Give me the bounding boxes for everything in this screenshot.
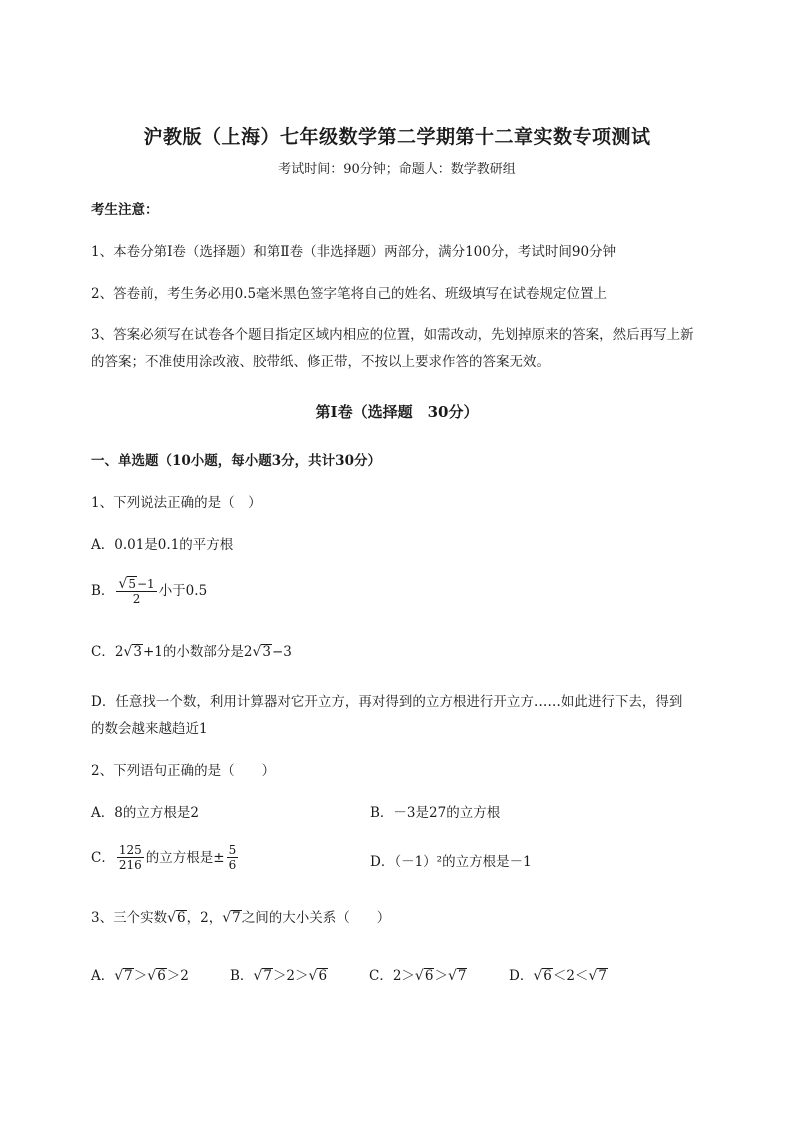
question-1-option-a: A．0.01是0.1的平方根 bbox=[91, 537, 234, 553]
sqrt-symbol: √7 bbox=[222, 910, 241, 926]
question-2-option-c bbox=[91, 843, 240, 872]
fraction-numerator: 125 bbox=[118, 843, 142, 857]
sqrt-symbol: √7 bbox=[114, 968, 133, 984]
question-3-stem bbox=[91, 908, 390, 928]
question-1-option-d: D．任意找一个数，利用计算器对它开立方，再对得到的立方根进行开立方……如此进行下去，得到 bbox=[91, 694, 683, 710]
section-title: 第I卷（选择题 30分） bbox=[315, 403, 479, 421]
question-2-option-a: A．8的立方根是2 bbox=[91, 805, 199, 821]
notice-heading: 考生注意： bbox=[91, 202, 159, 218]
sqrt-symbol: √6 bbox=[308, 968, 328, 984]
radicand: 6 bbox=[424, 968, 434, 984]
radicand: 7 bbox=[598, 968, 607, 984]
radicand: 6 bbox=[318, 968, 328, 984]
question-2-option-b: B．－3是27的立方根 bbox=[370, 805, 501, 821]
sqrt-symbol: √3 bbox=[123, 644, 142, 660]
fraction-denominator: 6 bbox=[228, 858, 237, 872]
sqrt-symbol: √7 bbox=[447, 968, 467, 984]
fraction-numerator: 5 bbox=[228, 843, 237, 857]
notice-item-3-cont: 的答案；不准使用涂改液、胶带纸、修正带，不按以上要求作答的答案无效。 bbox=[91, 354, 550, 370]
page-title: 沪教版（上海）七年级数学第二学期第十二章实数专项测试 bbox=[143, 126, 651, 148]
notice-item-1: 1、本卷分第I卷（选择题）和第Ⅱ卷（非选择题）两部分，满分100分，考试时间90分钟 bbox=[91, 244, 617, 260]
option-label: D． bbox=[509, 968, 534, 984]
option-text: −3 bbox=[271, 644, 292, 660]
fraction-denominator: 216 bbox=[118, 858, 142, 872]
question-1-option-d-cont: 的数会越来越趋近1 bbox=[91, 721, 208, 737]
option-text: ＜2＜ bbox=[552, 968, 589, 984]
fraction-denominator: 2 bbox=[132, 592, 141, 606]
option-label: C．2＞ bbox=[369, 968, 415, 984]
radicand: 7 bbox=[263, 968, 272, 984]
question-3-option-b bbox=[230, 966, 328, 986]
question-1-stem: 1、下列说法正确的是（ ） bbox=[91, 495, 262, 511]
question-1-option-c bbox=[91, 642, 292, 662]
radicand: 7 bbox=[124, 968, 133, 984]
option-text: ＞ bbox=[133, 968, 148, 984]
stem-text: 之间的大小关系（ ） bbox=[241, 910, 391, 926]
option-label: B． bbox=[91, 583, 115, 599]
sqrt-symbol: √6 bbox=[167, 910, 186, 926]
option-label: A． bbox=[91, 968, 115, 984]
fraction bbox=[227, 843, 239, 872]
option-text: ＞2＞ bbox=[272, 968, 309, 984]
part-heading: 一、单选题（10小题，每小题3分，共计30分） bbox=[91, 453, 381, 469]
radicand: 5 bbox=[128, 577, 136, 591]
sqrt-symbol: √7 bbox=[588, 968, 607, 984]
fraction bbox=[117, 843, 144, 872]
numerator-rest: −1 bbox=[136, 577, 155, 591]
notice-item-2: 2、答卷前，考生务必用0.5毫米黑色签字笔将自己的姓名、班级填写在试卷规定位置上 bbox=[91, 286, 608, 302]
sqrt-symbol: √6 bbox=[414, 968, 434, 984]
sqrt-symbol: √6 bbox=[147, 968, 166, 984]
sqrt-symbol: √3 bbox=[252, 644, 271, 660]
question-1-option-b bbox=[91, 576, 207, 606]
radicand: 6 bbox=[157, 968, 166, 984]
question-3-option-a bbox=[91, 966, 189, 986]
fraction bbox=[116, 576, 156, 606]
stem-text: ，2， bbox=[186, 910, 223, 926]
sqrt-symbol: √6 bbox=[533, 968, 552, 984]
sqrt-symbol: √7 bbox=[253, 968, 272, 984]
notice-item-3: 3、答案必须写在试卷各个题目指定区域内相应的位置，如需改动，先划掉原来的答案，然后再写上新 bbox=[91, 327, 694, 343]
question-2-option-d: D．（－1）²的立方根是－1 bbox=[370, 854, 532, 870]
stem-text: 3、三个实数 bbox=[91, 910, 168, 926]
fraction-numerator bbox=[116, 576, 156, 592]
radicand: 7 bbox=[457, 968, 467, 984]
option-text: 的立方根是± bbox=[145, 849, 225, 866]
option-label: B． bbox=[230, 968, 254, 984]
option-text: +1的小数部分是2 bbox=[142, 644, 253, 660]
radicand: 6 bbox=[543, 968, 552, 984]
sqrt-symbol: √5 bbox=[118, 576, 136, 592]
radicand: 3 bbox=[133, 644, 142, 660]
radicand: 6 bbox=[177, 910, 186, 926]
option-label: C．2 bbox=[91, 644, 124, 660]
question-3-option-d bbox=[509, 966, 608, 986]
option-label: C． bbox=[91, 849, 115, 866]
question-3-option-c bbox=[369, 966, 467, 986]
option-text: ＞2 bbox=[166, 968, 189, 984]
option-text: 小于0.5 bbox=[158, 583, 208, 599]
exam-info: 考试时间：90分钟；命题人：数学教研组 bbox=[278, 162, 516, 177]
radicand: 3 bbox=[262, 644, 271, 660]
option-text: ＞ bbox=[434, 968, 448, 984]
radicand: 7 bbox=[232, 910, 241, 926]
question-2-stem: 2、下列语句正确的是（ ） bbox=[91, 763, 276, 779]
